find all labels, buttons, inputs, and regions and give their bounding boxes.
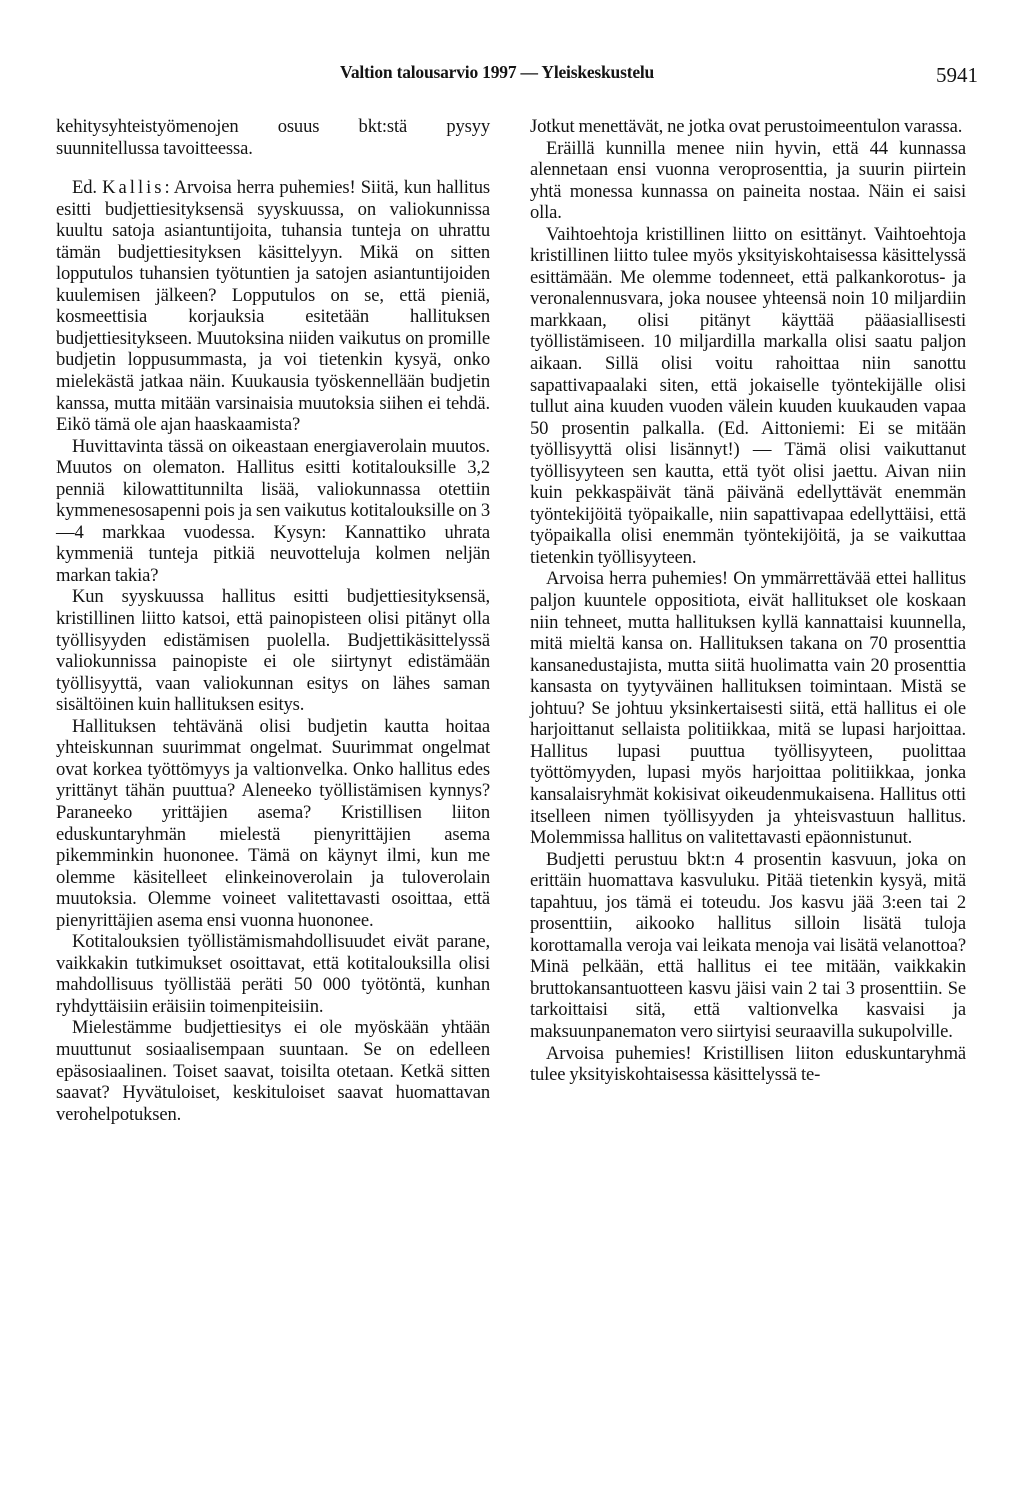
paragraph: Vaihtoehtoja kristillinen liitto on esittänyt. Vaihtoehtoja kristillinen liitto tulee myös yksityiskohtaisessa käsittelyssä esittämään. Me olemme todenneet, että palkankorotus- ja veronalennusvara, joka nousee yhteensä noin 10 miljardiin markkaan, olisi pitänyt käyttää pääasiallisesti työllistämiseen. 10 miljardilla markalla olisi saatu paljon aikaan. Sillä olisi voitu rahoittaa niin sanottu sapattivapaalaki siten, että jokaiselle työntekijälle olisi tullut aina kuuden vuoden välein kuuden kuukauden vapaa 50 prosentin palkalla. (Ed. Aittoniemi: Ei se mitään työllisyyttä olisi lisännyt!) — Tämä olisi vaikuttanut työllisyyteen sen kautta, että työt olisi jaettu. Aivan niin kuin pekkaspäivät tänä päivänä edellyttävät enemmän työntekijöitä työpaikalle, niin sapattivapaa edellyttäisi, että työpaikalla olisi enemmän työntekijöitä, ja se vaikuttaa tietenkin työllisyyteen. (530, 223, 966, 568)
left-column (56, 116, 490, 1125)
paragraph: Huvittavinta tässä on oikeastaan energiaverolain muutos. Muutos on olematon. Hallitus esitti kotitalouksille 3,2 penniä kilowattitunnilta lisää, valiokunnassa otettiin kymmenesosapenni pois ja sen vaikutus kotitalouksille on 3—4 markkaa vuodessa. Kysyn: Kannattiko uhrata kymmeniä tunteja pitkiä neuvotteluja kolmen neljän markan takia? (56, 435, 490, 586)
paragraph: Budjetti perustuu bkt:n 4 prosentin kasvuun, joka on erittäin huomattava kasvuluku. Pitää tietenkin kysyä, mitä tapahtuu, jos tämä ei toteudu. Jos kasvu jää 3:een tai 2 prosenttiin, aikooko hallitus silloin lisätä tuloja korottamalla veroja vai leikata menoja vai lisätä velanottoa? Minä pelkään, että hallitus ei tee mitään, vaikkakin bruttokansantuotteen kasvu jäisi vain 2 tai 3 prosenttiin. Se tarkoittaisi sitä, että valtionvelka kasvaisi ja maksuunpanematon vero siirtyisi seuraavilla sukupolville. (530, 848, 966, 1042)
right-column (530, 116, 966, 1086)
running-title: Valtion talousarvio 1997 — Yleiskeskustelu (340, 62, 655, 82)
speech-opening-paragraph (56, 177, 490, 436)
paragraph: Jotkut menettävät, ne jotka ovat perustoimeentulon varassa. (530, 116, 963, 137)
paragraph: kehitysyhteistyömenojen osuus bkt:stä pysyy suunnitellussa tavoitteessa. (56, 116, 490, 159)
paragraph: Mielestämme budjettiesitys ei ole myöskään yhtään muuttunut sosiaalisempaan suuntaan. Se on edelleen epäsosiaalinen. Toiset saavat, toisilta otetaan. Ketkä sitten saavat? Hyvätuloiset, keskituloiset saavat huomattavan verohelpotuksen. (56, 1017, 490, 1125)
speech-text: : Arvoisa herra puhemies! Siitä, kun hallitus esitti budjettiesityksensä syyskuussa, on valiokunnissa kuultu satoja asiantuntijoita, tuhansia tunteja on uhrattu tämän budjettiesityksen käsittelyyn. Mikä on sitten lopputulos tuhansien työtuntien ja satojen asiantuntijoiden kuulemisen jälkeen? Lopputulos on se, että pieniä, kosmeettisia korjauksia esitetään hallituksen budjettiesitykseen. Muutoksina niiden vaikutus on promille budjetin loppusummasta, ja voi tietenkin kysyä, onko mielekästä jatkaa näin. Kuukausia työskennellään budjetin kanssa, mutta mitään varsinaisia muutoksia siihen ei tehdä. Eikö tämä ole ajan haaskaamista? (56, 177, 491, 436)
page-number: 5941 (936, 63, 978, 87)
paragraph: Kun syyskuussa hallitus esitti budjettiesityksensä, kristillinen liitto katsoi, että painopisteen olisi pitänyt olla työllisyyden edistämisen puolella. Budjettikäsittelyssä valiokunnissa painopiste ei ole siirtynyt edistämään työllisyyttä, vaan valiokunnan esitys on lähes saman sisältöinen kuin hallituksen esitys. (56, 586, 490, 716)
speaker-prefix: Ed. (72, 177, 97, 199)
paragraph: Arvoisa herra puhemies! On ymmärrettävää ettei hallitus paljon kuuntele oppositiota, eivät hallitukset ole koskaan niin tehneet, mutta hallituksen kyllä kannattaisi kuunnella, mitä mieltä kansa on. Hallituksen takana on 70 prosenttia kansanedustajista, mutta siitä huolimatta vain 20 prosenttia kansasta on tyytyväinen hallituksen toimintaan. Mistä se johtuu? Se johtuu yksinkertaisesti siitä, että hallitus ei ole harjoittanut sellaista politiikkaa, mitä se lupasi harjoittaa. Hallitus lupasi puuttua työllisyyteen, puolittaa työttömyyden, lupasi myös harjoittaa politiikkaa, jonka kansalaisryhmät kokisivat oikeudenmukaisena. Hallitus otti itselleen nimen työllisyyden ja yhteisvastuun hallitus. Molemmissa hallitus on valitettavasti epäonnistunut. (530, 568, 966, 849)
paragraph: Kotitalouksien työllistämismahdollisuudet eivät parane, vaikkakin tutkimukset osoittavat, että kotitalouksilla olisi mahdollisuus työllistää peräti 50 000 työtöntä, kunhan ryhdyttäisiin eräisiin toimenpiteisiin. (56, 931, 490, 1017)
paragraph: Arvoisa puhemies! Kristillisen liiton eduskuntaryhmä tulee yksityiskohtaisessa käsittelyssä te- (530, 1042, 966, 1086)
running-header (0, 62, 1024, 86)
paragraph: Hallituksen tehtävänä olisi budjetin kautta hoitaa yhteiskunnan suurimmat ongelmat. Suurimmat ongelmat ovat korkea työttömyys ja valtionvelka. Onko hallitus edes yrittänyt tähän puuttua? Aleneeko työllistämisen kynnys? Paraneeko yrittäjien asema? Kristillisen liiton eduskuntaryhmän mielestä pienyrittäjien asema pikemminkin huononee. Tämä on käynyt ilmi, kun me olemme käsitelleet elinkeinoverolain ja tuloverolain muutoksia. Olemme voineet valitettavasti osoittaa, että pienyrittäjien asema ensi vuonna huononee. (56, 715, 490, 931)
speaker-name: Kallis (102, 177, 165, 199)
paragraph: Eräillä kunnilla menee niin hyvin, että 44 kunnassa alennetaan ensi vuonna veroprosenttia, ja suurin piirtein yhtä monessa kunnassa on paineita nostaa. Näin ei saisi olla. (530, 137, 966, 224)
